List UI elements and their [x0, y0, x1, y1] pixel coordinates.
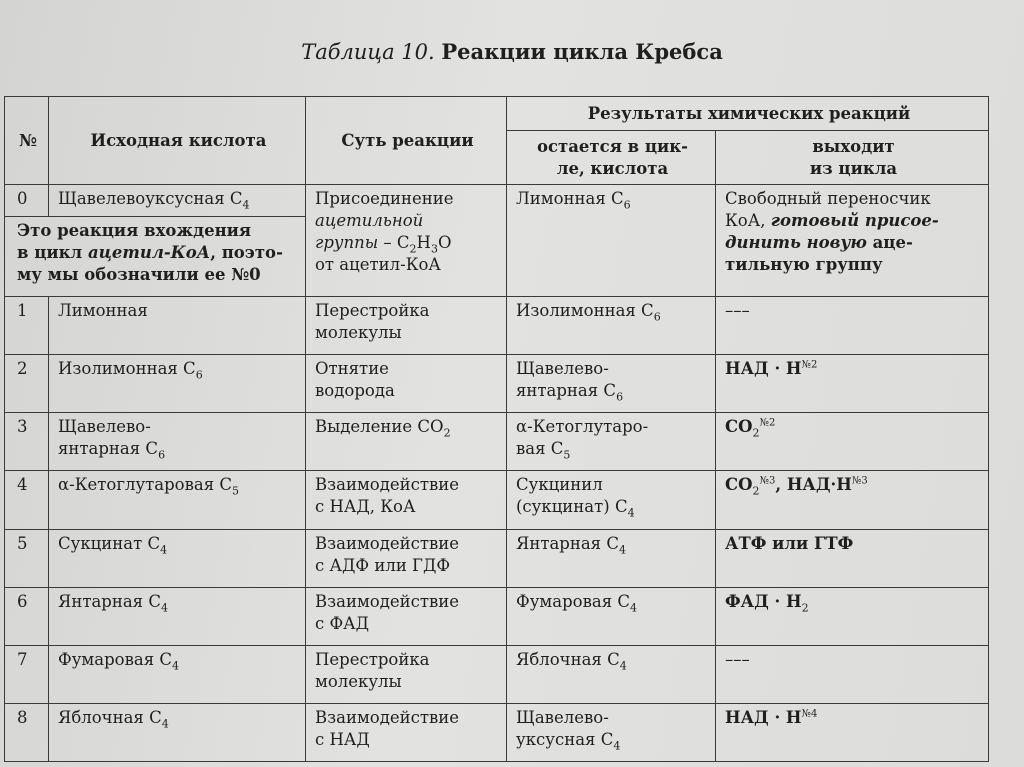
row0-essence-sub2: 3	[430, 242, 438, 256]
row3-exits-text: СО	[725, 417, 753, 437]
row7-essence-line1: Перестройка	[315, 649, 430, 669]
row4-acid-sub: 5	[232, 484, 240, 498]
row4-remains-line2: (сукцинат) С	[516, 497, 628, 517]
row6-essence-line1: Взаимодействие	[315, 591, 460, 611]
row4-remains	[507, 471, 716, 529]
row1-remains-sub: 6	[653, 310, 661, 324]
row3-exits	[716, 413, 989, 471]
row4-acid-text: α-Кетоглутаровая С	[58, 475, 233, 495]
header-remains-line2: ле, кислота	[556, 159, 669, 178]
row8-remains	[507, 703, 716, 761]
row2-acid-text: Изолимонная С	[58, 359, 196, 379]
row3-essence	[306, 413, 507, 471]
row0-note-line2b: ацетил-КоА	[87, 243, 211, 262]
row7-acid-text: Фумаровая С	[58, 649, 172, 669]
row3-remains-line2: вая С	[516, 439, 564, 459]
krebs-cycle-table	[4, 96, 989, 762]
row5-essence	[306, 529, 507, 587]
row8-remains-line1: Щавелево-	[516, 707, 609, 727]
row1-remains-text: Изолимонная С	[516, 301, 654, 320]
title-text: Реакции цикла Кребса	[441, 39, 723, 64]
row3-remains	[507, 413, 716, 471]
row0-essence-mid: Н	[416, 233, 431, 252]
row3-acid-line1: Щавелево-	[58, 417, 151, 437]
row7-essence-line2: молекулы	[315, 671, 402, 691]
row0-note-line1: Это реакция вхождения	[17, 221, 252, 240]
row1-num: 1	[5, 297, 49, 355]
row7-acid-sub: 4	[171, 659, 179, 673]
row0-exits-line2a: КоА,	[725, 211, 771, 230]
row0-essence-line4: от ацетил-КоА	[315, 255, 441, 274]
row0-acid-text: Щавелевоуксусная С	[58, 189, 243, 208]
row8-essence	[306, 703, 507, 761]
row1-exits: –––	[716, 297, 989, 355]
row4-essence	[306, 471, 507, 529]
table-row-0	[5, 185, 989, 217]
row6-remains	[507, 587, 716, 645]
row7-remains	[507, 645, 716, 703]
row5-acid-text: Сукцинат С	[58, 533, 161, 553]
page-title	[0, 38, 1024, 66]
row2-essence-line2: водорода	[315, 381, 395, 401]
row3-acid-line2: янтарная С	[58, 439, 159, 459]
row8-exits	[716, 703, 989, 761]
row3-remains-line1: α-Кетоглутаро-	[516, 417, 649, 437]
row2-remains	[507, 355, 716, 413]
row0-note-line2a: в цикл	[17, 243, 88, 262]
row0-acid	[49, 185, 306, 217]
header-row	[5, 97, 989, 131]
table-row-1	[5, 297, 989, 355]
row5-remains-text: Янтарная С	[516, 533, 619, 553]
row7-remains-text: Яблочная С	[516, 649, 620, 669]
row4-exits-b: , НАД·Н	[775, 475, 852, 495]
row0-note-line2c: , поэто-	[210, 243, 283, 262]
row0-essence-line1: Присоединение	[315, 189, 454, 208]
row4-exits-sup1: №3	[759, 475, 776, 487]
row6-remains-sub: 4	[629, 600, 637, 614]
header-remains-line1: остается в цик-	[536, 137, 689, 156]
row4-num: 4	[5, 471, 49, 529]
row8-essence-line1: Взаимодействие	[315, 707, 460, 727]
row1-essence-line1: Перестройка	[315, 301, 430, 320]
row0-exits-line2b: готовый присое-	[770, 211, 939, 230]
row6-exits-text: ФАД · Н	[725, 591, 802, 611]
row8-remains-line2: уксусная С	[516, 729, 614, 749]
row5-essence-line1: Взаимодействие	[315, 533, 460, 553]
row6-exits	[716, 587, 989, 645]
header-num: №	[5, 97, 49, 185]
table-row-3	[5, 413, 989, 471]
row2-exits	[716, 355, 989, 413]
row7-num: 7	[5, 645, 49, 703]
row7-acid	[49, 645, 306, 703]
row2-exits-sup: №2	[801, 359, 818, 371]
row4-acid	[49, 471, 306, 529]
row2-remains-sub: 6	[616, 390, 624, 404]
row8-remains-sub: 4	[613, 739, 621, 753]
row3-remains-sub: 5	[563, 448, 571, 462]
row0-exits	[716, 185, 989, 297]
header-acid: Исходная кислота	[49, 97, 306, 185]
header-exits-line1: выходит	[812, 137, 895, 156]
row6-num: 6	[5, 587, 49, 645]
row6-remains-text: Фумаровая С	[516, 591, 630, 611]
row5-essence-line2: с АДФ или ГДФ	[315, 555, 451, 575]
table-row-5	[5, 529, 989, 587]
header-remains	[507, 131, 716, 185]
row0-essence-end: О	[437, 233, 452, 252]
row8-acid-text: Яблочная С	[58, 707, 162, 727]
row4-essence-line1: Взаимодействие	[315, 475, 460, 495]
row4-remains-sub: 4	[627, 506, 635, 520]
row5-remains	[507, 529, 716, 587]
row7-essence	[306, 645, 507, 703]
row5-remains-sub: 4	[618, 542, 626, 556]
row3-num: 3	[5, 413, 49, 471]
row1-remains	[507, 297, 716, 355]
row8-acid	[49, 703, 306, 761]
table-row-8	[5, 703, 989, 761]
header-results: Результаты химических реакций	[507, 97, 989, 131]
row2-remains-line2: янтарная С	[516, 381, 617, 401]
row2-num: 2	[5, 355, 49, 413]
row6-acid	[49, 587, 306, 645]
row4-exits-a: СО	[725, 475, 753, 495]
row6-essence-line2: с ФАД	[315, 613, 370, 633]
row3-essence-sub: 2	[443, 426, 451, 440]
row8-essence-line2: с НАД	[315, 729, 370, 749]
row6-acid-sub: 4	[160, 600, 168, 614]
row4-exits-sub: 2	[752, 484, 760, 498]
row0-acid-sub: 4	[242, 198, 250, 212]
row0-exits-line3b: аце-	[866, 233, 913, 252]
row5-acid-sub: 4	[160, 542, 168, 556]
row6-exits-sub: 2	[801, 600, 809, 614]
row8-exits-text: НАД · Н	[725, 707, 802, 727]
row4-essence-line2: с НАД, КоА	[315, 497, 416, 517]
row0-note	[5, 217, 306, 297]
row0-exits-line1: Свободный переносчик	[725, 189, 931, 208]
row0-num: 0	[5, 185, 49, 217]
row0-essence-formula: – С	[378, 233, 410, 252]
row0-essence	[306, 185, 507, 297]
row4-exits	[716, 471, 989, 529]
row3-acid	[49, 413, 306, 471]
row4-exits-sup2: №3	[851, 475, 868, 487]
row2-exits-text: НАД · Н	[725, 359, 802, 379]
row1-acid: Лимонная	[49, 297, 306, 355]
row0-essence-sub1: 2	[409, 242, 417, 256]
row8-num: 8	[5, 703, 49, 761]
row3-exits-sub: 2	[752, 426, 760, 440]
header-exits-line2: из цикла	[809, 159, 898, 178]
table-row-4	[5, 471, 989, 529]
table-row-2	[5, 355, 989, 413]
row5-acid	[49, 529, 306, 587]
row0-note-line3: му мы обозначили ее №0	[17, 265, 261, 284]
row0-essence-line3: группы	[315, 233, 379, 252]
table-row-7	[5, 645, 989, 703]
header-essence: Суть реакции	[306, 97, 507, 185]
row7-exits: –––	[716, 645, 989, 703]
row2-essence	[306, 355, 507, 413]
row8-acid-sub: 4	[161, 717, 169, 731]
row2-remains-line1: Щавелево-	[516, 359, 609, 379]
row5-exits	[716, 529, 989, 587]
row1-essence-line2: молекулы	[315, 323, 402, 342]
row3-essence-text: Выделение СО	[315, 417, 444, 437]
row6-acid-text: Янтарная С	[58, 591, 161, 611]
row5-exits-text: АТФ или ГТФ	[725, 533, 854, 553]
row0-essence-line2: ацетильной	[315, 211, 424, 230]
row2-acid-sub: 6	[195, 368, 203, 382]
header-exits	[716, 131, 989, 185]
row0-remains	[507, 185, 716, 297]
row5-num: 5	[5, 529, 49, 587]
row0-exits-line4: тильную группу	[725, 255, 883, 274]
row4-remains-line1: Сукцинил	[516, 475, 603, 495]
row0-remains-text: Лимонная С	[516, 189, 624, 208]
row7-remains-sub: 4	[619, 659, 627, 673]
row0-remains-sub: 6	[623, 198, 631, 212]
row8-exits-sup: №4	[801, 708, 818, 720]
row1-essence	[306, 297, 507, 355]
row0-exits-line3a: динить новую	[725, 233, 867, 252]
row6-essence	[306, 587, 507, 645]
row2-essence-line1: Отнятие	[315, 359, 389, 379]
row3-acid-sub: 6	[158, 448, 166, 462]
row2-acid	[49, 355, 306, 413]
table-row-6	[5, 587, 989, 645]
title-label: Таблица 10.	[301, 40, 435, 64]
row3-exits-sup: №2	[759, 417, 776, 429]
